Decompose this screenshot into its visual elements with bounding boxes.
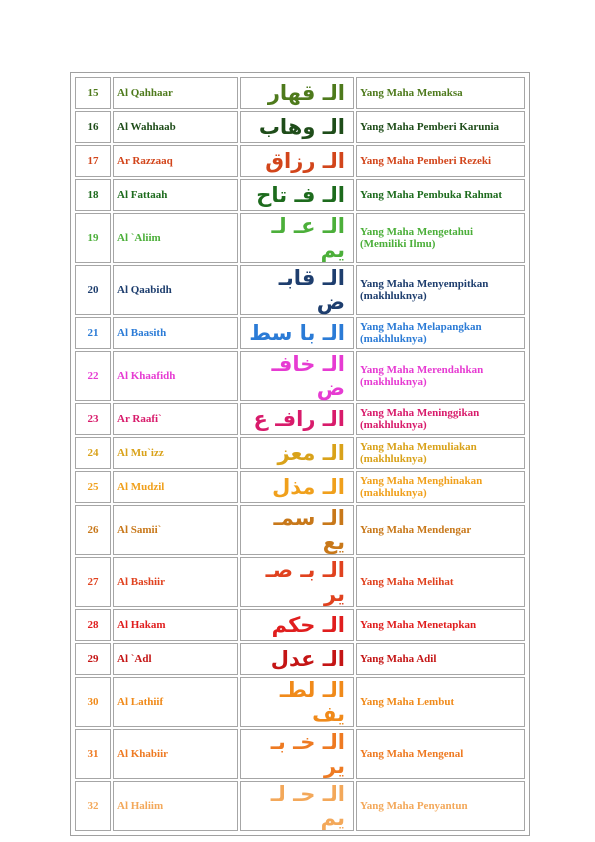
name-latin: Al Baasith — [113, 317, 238, 349]
name-arabic: الـ حـ لـ يم — [240, 781, 354, 831]
name-meaning: Yang Maha Menetapkan — [356, 609, 525, 641]
row-number: 25 — [75, 471, 111, 503]
row-number: 32 — [75, 781, 111, 831]
name-latin: Al Khabiir — [113, 729, 238, 779]
row-number: 28 — [75, 609, 111, 641]
table-row — [75, 111, 525, 143]
name-arabic: الـ رزاق — [240, 145, 354, 177]
table-row — [75, 317, 525, 349]
name-arabic: الـ عـ لـ يم — [240, 213, 354, 263]
table-row — [75, 145, 525, 177]
name-meaning: Yang Maha Menyempitkan (makhluknya) — [356, 265, 525, 315]
table-row — [75, 781, 525, 831]
row-number: 23 — [75, 403, 111, 435]
name-meaning: Yang Maha Pemberi Karunia — [356, 111, 525, 143]
name-meaning: Yang Maha Mengenal — [356, 729, 525, 779]
row-number: 17 — [75, 145, 111, 177]
name-arabic: الـ معز — [240, 437, 354, 469]
table-row — [75, 471, 525, 503]
table-row — [75, 403, 525, 435]
row-number: 29 — [75, 643, 111, 675]
table-row — [75, 505, 525, 555]
table-row — [75, 437, 525, 469]
row-number: 24 — [75, 437, 111, 469]
name-latin: Al Mu`izz — [113, 437, 238, 469]
name-meaning: Yang Maha Lembut — [356, 677, 525, 727]
name-arabic: الـ رافـ ع — [240, 403, 354, 435]
name-arabic: الـ با سط — [240, 317, 354, 349]
name-latin: Al Khaafidh — [113, 351, 238, 401]
name-latin: Al Qahhaar — [113, 77, 238, 109]
row-number: 21 — [75, 317, 111, 349]
table-row — [75, 213, 525, 263]
name-latin: Al `Aliim — [113, 213, 238, 263]
name-arabic: الـ لطـ يف — [240, 677, 354, 727]
row-number: 31 — [75, 729, 111, 779]
row-number: 16 — [75, 111, 111, 143]
name-latin: Al Mudzil — [113, 471, 238, 503]
table-row — [75, 729, 525, 779]
table-row — [75, 77, 525, 109]
name-meaning: Yang Maha Melihat — [356, 557, 525, 607]
table-row — [75, 351, 525, 401]
row-number: 18 — [75, 179, 111, 211]
name-arabic: الـ قابـ ض — [240, 265, 354, 315]
asmaul-husna-table — [73, 75, 527, 833]
name-latin: Ar Raafi` — [113, 403, 238, 435]
name-latin: Al Haliim — [113, 781, 238, 831]
name-arabic: الـ عدل — [240, 643, 354, 675]
row-number: 15 — [75, 77, 111, 109]
name-meaning: Yang Maha Pembuka Rahmat — [356, 179, 525, 211]
table-row — [75, 609, 525, 641]
table-row — [75, 265, 525, 315]
name-meaning: Yang Maha Melapangkan (makhluknya) — [356, 317, 525, 349]
row-number: 20 — [75, 265, 111, 315]
table-row — [75, 677, 525, 727]
name-latin: Al `Adl — [113, 643, 238, 675]
name-arabic: الـ خافـ ض — [240, 351, 354, 401]
name-arabic: الـ خـ بـ ير — [240, 729, 354, 779]
name-latin: Ar Razzaaq — [113, 145, 238, 177]
name-meaning: Yang Maha Memaksa — [356, 77, 525, 109]
name-arabic: الـ سمـ يع — [240, 505, 354, 555]
name-latin: Al Wahhaab — [113, 111, 238, 143]
table-row — [75, 179, 525, 211]
name-latin: Al Hakam — [113, 609, 238, 641]
name-arabic: الـ وهاب — [240, 111, 354, 143]
name-meaning: Yang Maha Penyantun — [356, 781, 525, 831]
name-meaning: Yang Maha Pemberi Rezeki — [356, 145, 525, 177]
name-meaning: Yang Maha Adil — [356, 643, 525, 675]
asmaul-husna-table-wrapper — [70, 72, 530, 836]
row-number: 30 — [75, 677, 111, 727]
table-row — [75, 643, 525, 675]
row-number: 22 — [75, 351, 111, 401]
name-latin: Al Fattaah — [113, 179, 238, 211]
name-latin: Al Samii` — [113, 505, 238, 555]
name-meaning: Yang Maha Merendahkan (makhluknya) — [356, 351, 525, 401]
row-number: 26 — [75, 505, 111, 555]
name-arabic: الـ فـ تاح — [240, 179, 354, 211]
name-arabic: الـ حكم — [240, 609, 354, 641]
name-meaning: Yang Maha Menghinakan (makhluknya) — [356, 471, 525, 503]
row-number: 19 — [75, 213, 111, 263]
name-latin: Al Qaabidh — [113, 265, 238, 315]
name-latin: Al Lathiif — [113, 677, 238, 727]
name-meaning: Yang Maha Mendengar — [356, 505, 525, 555]
name-arabic: الـ قهار — [240, 77, 354, 109]
table-body — [75, 77, 525, 831]
name-meaning: Yang Maha Mengetahui (Memiliki Ilmu) — [356, 213, 525, 263]
name-meaning: Yang Maha Memuliakan (makhluknya) — [356, 437, 525, 469]
name-arabic: الـ مذل — [240, 471, 354, 503]
name-latin: Al Bashiir — [113, 557, 238, 607]
row-number: 27 — [75, 557, 111, 607]
name-meaning: Yang Maha Meninggikan (makhluknya) — [356, 403, 525, 435]
table-row — [75, 557, 525, 607]
name-arabic: الـ بـ صـ ير — [240, 557, 354, 607]
